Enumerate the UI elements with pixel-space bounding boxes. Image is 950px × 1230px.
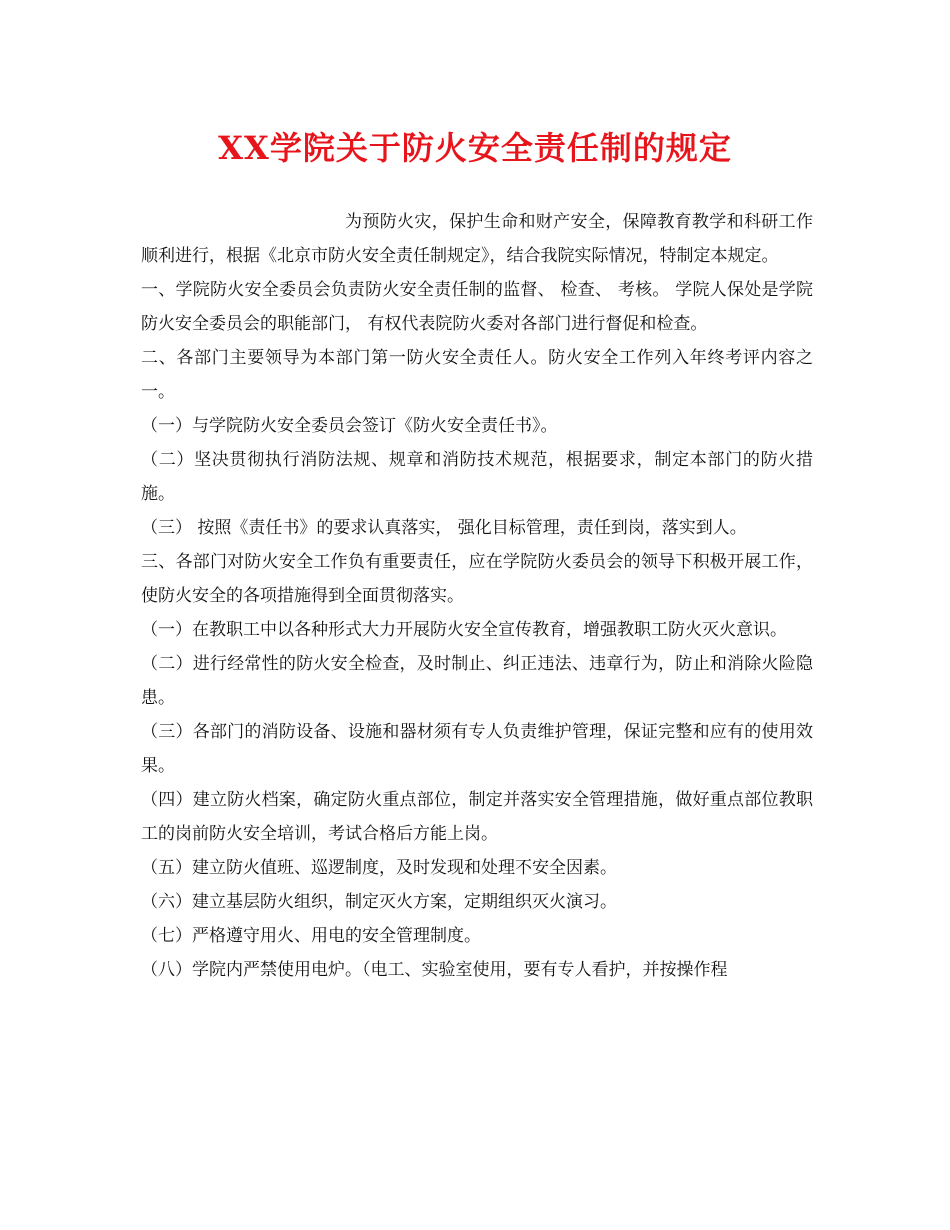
paragraph-section-3-item-8: （八）学院内严禁使用电炉。（电工、实验室使用，要有专人看护，并按操作程: [141, 960, 728, 980]
paragraph-section-3-item-1: （一）在教职工中以各种形式大力开展防火安全宣传教育，增强教职工防火灭火意识。: [141, 620, 787, 640]
paragraph-section-2: 二、各部门主要领导为本部门第一防火安全责任人。防火安全工作列入年终考评内容之一。: [141, 348, 813, 402]
paragraph-section-3-item-2: （二）进行经常性的防火安全检查，及时制止、纠正违法、违章行为，防止和消除火险隐患。: [141, 654, 813, 708]
paragraph-section-3-item-7: （七）严格遵守用火、用电的安全管理制度。: [141, 926, 481, 946]
paragraph-section-3-item-4: （四）建立防火档案，确定防火重点部位，制定并落实安全管理措施，做好重点部位教职工的岗前防火安全培训，考试合格后方能上岗。: [141, 790, 813, 844]
paragraph-section-3-item-6: （六）建立基层防火组织，制定灭火方案，定期组织灭火演习。: [141, 892, 617, 912]
paragraph-intro: 为预防火灾，保护生命和财产安全，保障教育教学和科研工作顺利进行，根据《北京市防火安全责任制规定》，结合我院实际情况，特制定本规定。: [141, 212, 813, 266]
document-body: [141, 205, 813, 987]
paragraph-section-2-item-3: （三） 按照《责任书》的要求认真落实， 强化目标管理，责任到岗，落实到人。: [141, 518, 747, 538]
paragraph-section-1: 一、学院防火安全委员会负责防火安全责任制的监督、 检查、 考核。 学院人保处是学院防火安全委员会的职能部门， 有权代表院防火委对各部门进行督促和检查。: [141, 280, 813, 334]
paragraph-section-3-item-3: （三）各部门的消防设备、设施和器材须有专人负责维护管理，保证完整和应有的使用效果。: [141, 722, 813, 776]
paragraph-section-3: 三、各部门对防火安全工作负有重要责任，应在学院防火委员会的领导下积极开展工作，使防火安全的各项措施得到全面贯彻落实。: [141, 552, 813, 606]
paragraph-section-2-item-2: （二）坚决贯彻执行消防法规、规章和消防技术规范，根据要求，制定本部门的防火措施。: [141, 450, 813, 504]
paragraph-section-3-item-5: （五）建立防火值班、巡逻制度，及时发现和处理不安全因素。: [141, 858, 617, 878]
document-title: XX学院关于防火安全责任制的规定: [218, 129, 732, 167]
paragraph-section-2-item-1: （一）与学院防火安全委员会签订《防火安全责任书》。: [141, 416, 558, 436]
